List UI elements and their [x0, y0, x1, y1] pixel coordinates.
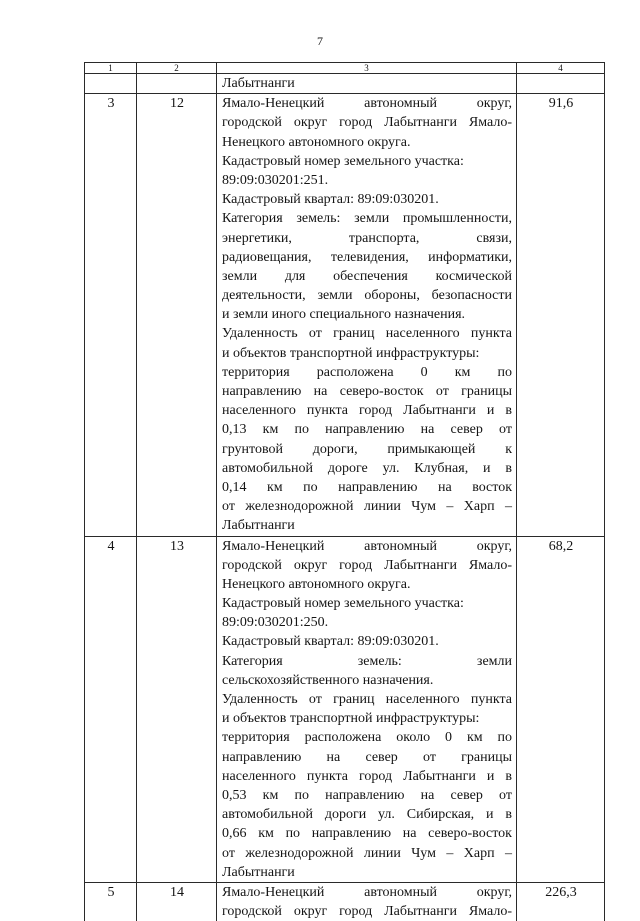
description-line: населенного пункта город Лабытнанги и в	[222, 768, 512, 784]
row-number: 5	[85, 882, 137, 921]
description-line: 89:09:030201:250.	[222, 615, 329, 631]
description-line: от железнодорожной линии Чум – Харп –	[222, 845, 512, 861]
plot-area: 68,2	[517, 536, 605, 882]
description-line: 0,53 км по направлению на север от	[222, 787, 512, 803]
plot-id: 13	[137, 536, 217, 882]
continuation-text: Лабытнанги	[217, 74, 517, 94]
description-line: 89:09:030201:251.	[222, 172, 329, 188]
description-line: 0,66 км по направлению на северо-восток	[222, 826, 512, 842]
column-number-row	[85, 63, 605, 74]
description-line: Ненецкого автономного округа.	[222, 134, 411, 150]
plot-description	[217, 882, 517, 921]
description-line: Удаленность от границ населенного пункта	[222, 692, 512, 708]
page-number: 7	[317, 34, 323, 48]
description-line: энергетики, транспорта, связи,	[222, 230, 512, 246]
description-line: и объектов транспортной инфраструктуры:	[222, 711, 480, 727]
description-line: Кадастровый квартал: 89:09:030201.	[222, 634, 439, 650]
description-line: Лабытнанги	[222, 518, 295, 534]
description-line: 0,13 км по направлению на север от	[222, 422, 512, 438]
description-line: Категория земель: земли промышленности,	[222, 211, 512, 227]
table-row	[85, 536, 605, 882]
description-line: городской округ город Лабытнанги Ямало-	[222, 557, 512, 573]
plot-area: 91,6	[517, 94, 605, 536]
row-number: 4	[85, 536, 137, 882]
table-row	[85, 94, 605, 536]
description-line: 0,14 км по направлению на восток	[222, 479, 512, 495]
description-line: территория расположена 0 км по	[222, 364, 512, 380]
description-line: направлению на северо-восток от границы	[222, 384, 512, 400]
description-line: Лабытнанги	[222, 864, 295, 880]
plot-description	[217, 536, 517, 882]
plot-description	[217, 94, 517, 536]
description-line: Кадастровый номер земельного участка:	[222, 153, 464, 169]
description-line: Ямало-Ненецкий автономный округ,	[222, 96, 512, 112]
table-row	[85, 882, 605, 921]
description-line: автомобильной дороге ул. Клубная, и в	[222, 460, 512, 476]
description-line: Категория земель: земли	[222, 653, 512, 669]
column-number: 4	[517, 63, 605, 74]
description-line: сельскохозяйственного назначения.	[222, 672, 434, 688]
description-line: территория расположена около 0 км по	[222, 730, 512, 746]
description-line: Кадастровый квартал: 89:09:030201.	[222, 192, 439, 208]
description-line: грунтовой дороги, примыкающей к	[222, 441, 512, 457]
description-line: Ненецкого автономного округа.	[222, 576, 411, 592]
continuation-row	[85, 74, 605, 94]
description-line: и объектов транспортной инфраструктуры:	[222, 345, 480, 361]
description-line: Удаленность от границ населенного пункта	[222, 326, 512, 342]
description-line: Ямало-Ненецкий автономный округ,	[222, 538, 512, 554]
row-number: 3	[85, 94, 137, 536]
description-line: Ямало-Ненецкий автономный округ,	[222, 884, 512, 900]
description-line: городской округ город Лабытнанги Ямало-	[222, 115, 512, 131]
description-line: городской округ город Лабытнанги Ямало-	[222, 904, 512, 920]
description-line: радиовещания, телевидения, информатики,	[222, 249, 512, 265]
column-number: 1	[85, 63, 137, 74]
land-plots-table	[84, 62, 605, 921]
description-line: населенного пункта город Лабытнанги и в	[222, 403, 512, 419]
description-line: деятельности, земли обороны, безопасности	[222, 288, 512, 304]
description-line: и земли иного специального назначения.	[222, 307, 466, 323]
plot-area: 226,3	[517, 882, 605, 921]
plot-id: 14	[137, 882, 217, 921]
description-line: автомобильной дороги ул. Сибирская, и в	[222, 807, 512, 823]
column-number: 3	[217, 63, 517, 74]
description-line: земли для обеспечения космической	[222, 268, 512, 284]
description-line: от железнодорожной линии Чум – Харп –	[222, 499, 512, 515]
column-number: 2	[137, 63, 217, 74]
description-line: Кадастровый номер земельного участка:	[222, 596, 464, 612]
description-line: направлению на север от границы	[222, 749, 512, 765]
plot-id: 12	[137, 94, 217, 536]
